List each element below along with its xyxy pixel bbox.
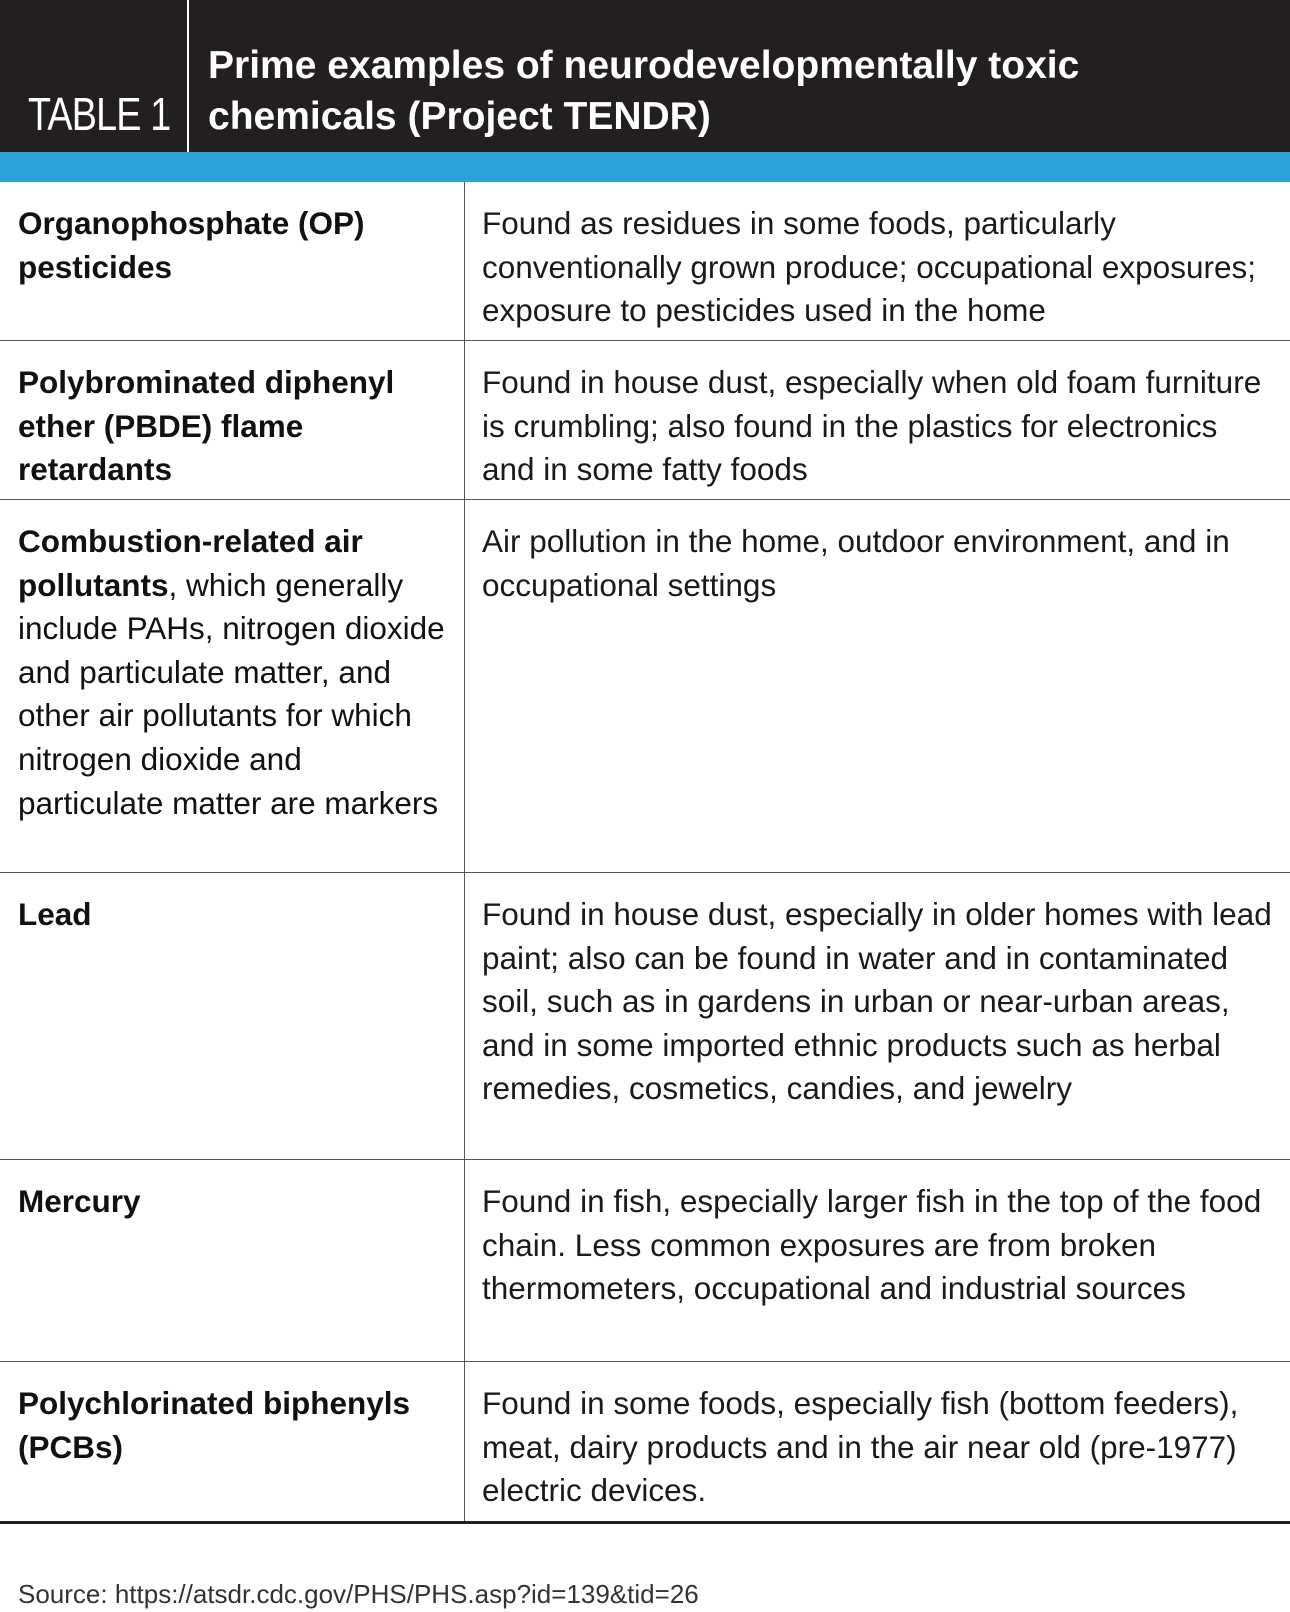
table-title xyxy=(208,40,1268,142)
table-row xyxy=(0,182,1290,341)
chemical-name: Organophosphate (OP) pesticides xyxy=(18,205,365,285)
chemical-cell xyxy=(0,873,465,1159)
exposure-source-cell: Found in fish, especially larger fish in the top of the food chain. Less common exposures are from broken thermometers, occupational and industrial sources xyxy=(482,1183,1262,1307)
table-header xyxy=(0,0,1290,152)
accent-bar xyxy=(0,152,1290,182)
chemicals-table xyxy=(0,182,1290,1524)
chemical-cell xyxy=(0,1160,465,1361)
table-row xyxy=(0,341,1290,500)
table-row xyxy=(0,1160,1290,1362)
chemical-name: Polychlorinated biphenyls (PCBs) xyxy=(18,1385,411,1465)
chemical-name: Lead xyxy=(18,896,92,932)
chemical-name: Polybrominated diphenyl ether (PBDE) flame retardants xyxy=(18,364,395,488)
header-divider xyxy=(187,0,189,152)
table-title-line-2: chemicals (Project TENDR) xyxy=(208,95,711,138)
chemical-name: Mercury xyxy=(18,1183,141,1219)
exposure-source-cell: Found in house dust, especially when old foam furniture is crumbling; also found in the plastics for electronics and in some fatty foods xyxy=(482,364,1262,488)
table-label: TABLE 1 xyxy=(28,88,171,140)
chemical-name: Combustion-related air pollutants xyxy=(18,523,363,603)
table-row xyxy=(0,1362,1290,1524)
chemical-description: , which generally include PAHs, nitrogen dioxide and particulate matter, and other air pollutants for which nitrogen dioxide and particulate matter are markers xyxy=(18,566,445,821)
chemical-cell xyxy=(0,1362,465,1521)
exposure-source-cell: Found in some foods, especially fish (bottom feeders), meat, dairy products and in the air near old (pre-1977) electric devices. xyxy=(482,1385,1239,1509)
exposure-source-cell: Air pollution in the home, outdoor environment, and in occupational settings xyxy=(482,523,1230,603)
exposure-source-cell: Found as residues in some foods, particularly conventionally grown produce; occupational exposures; exposure to pesticides used in the home xyxy=(482,205,1256,329)
table-row xyxy=(0,500,1290,873)
chemical-cell xyxy=(0,341,465,499)
table-title-line-1: Prime examples of neurodevelopmentally toxic xyxy=(208,44,1080,87)
chemical-cell xyxy=(0,182,465,340)
exposure-source-cell: Found in house dust, especially in older homes with lead paint; also can be found in water and in contaminated soil, such as in gardens in urban or near-urban areas, and in some imported ethnic products such as herbal remedies, cosmetics, candies, and jewelry xyxy=(482,896,1272,1107)
chemical-cell xyxy=(0,500,465,872)
source-citation: Source: https://atsdr.cdc.gov/PHS/PHS.asp?id=139&tid=26 xyxy=(18,1579,699,1609)
table-row xyxy=(0,873,1290,1160)
